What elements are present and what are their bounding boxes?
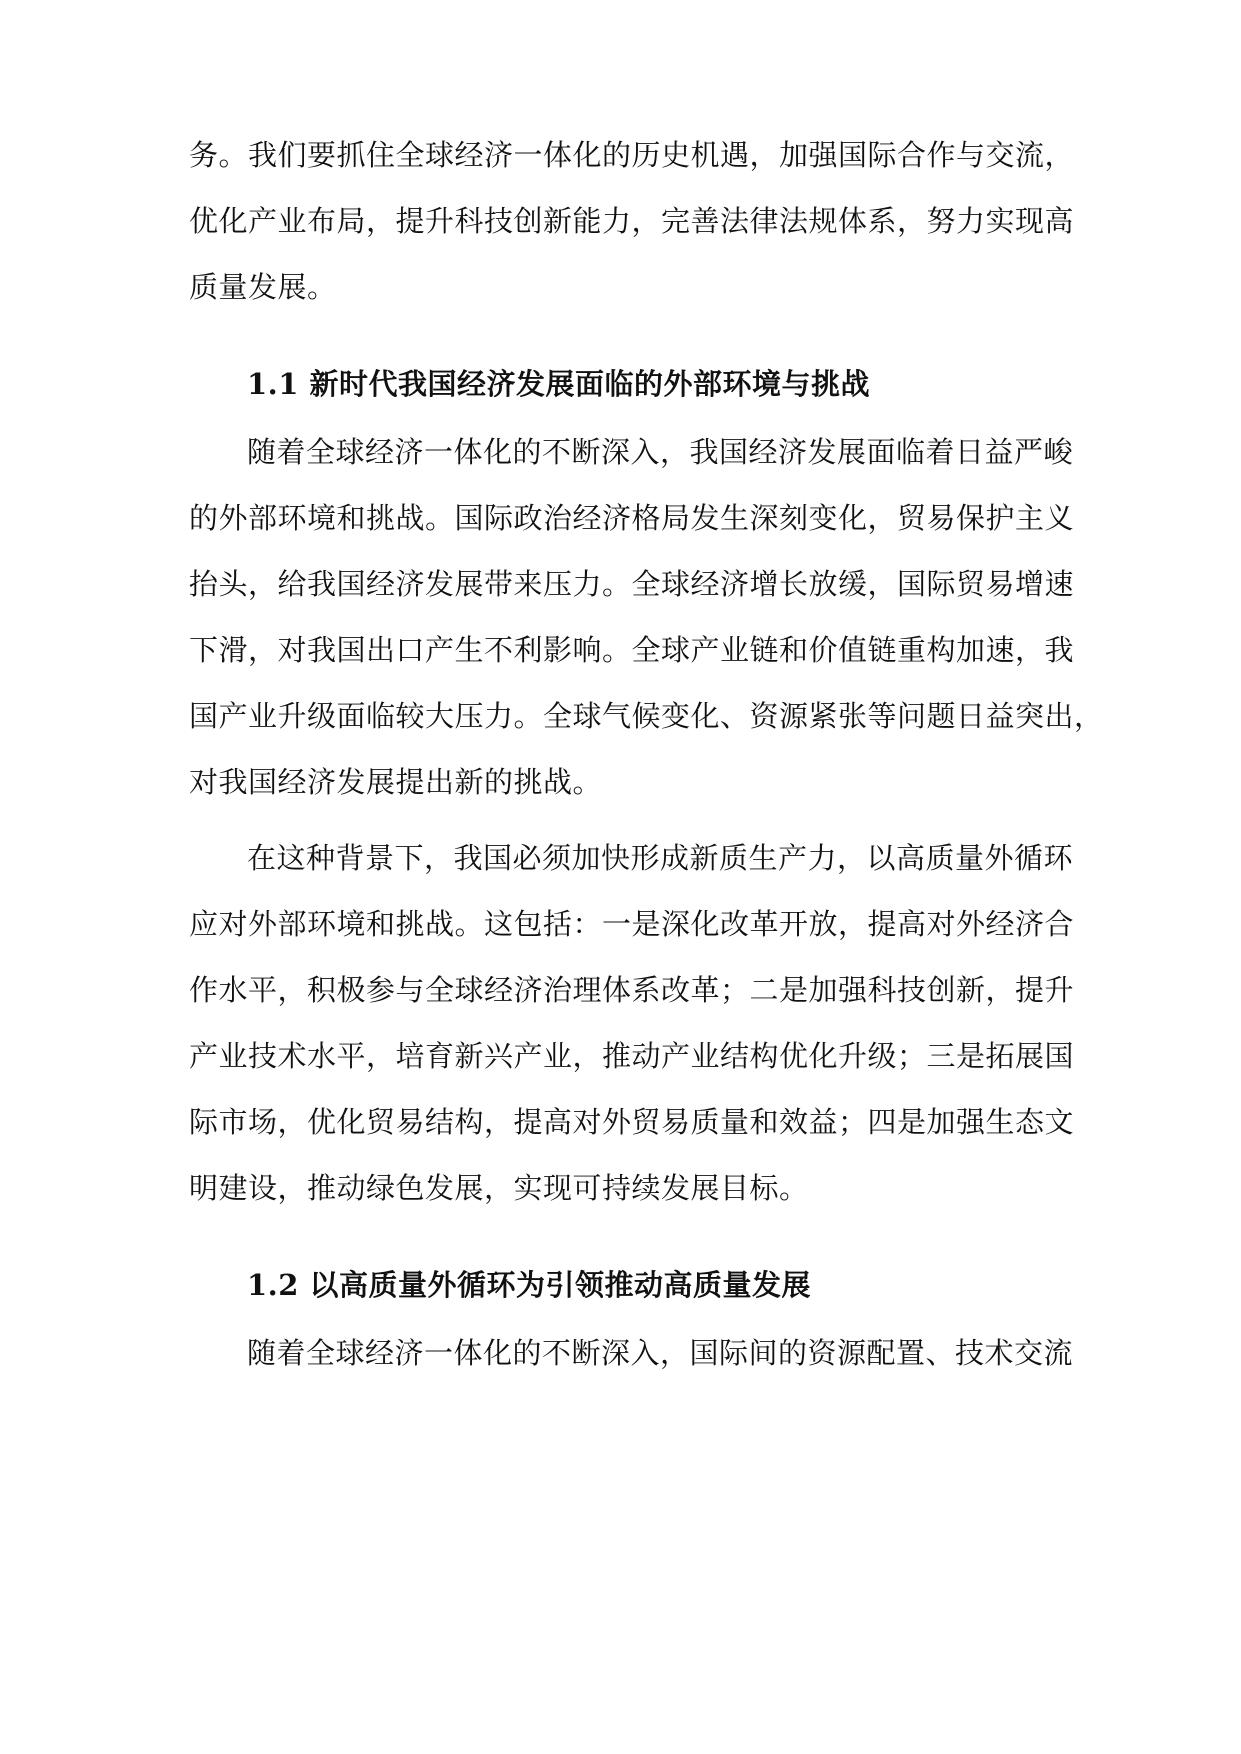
paragraph-line: 务。我们要抓住全球经济一体化的历史机遇，加强国际合作与交流， <box>189 138 1075 172</box>
paragraph-line: 际市场，优化贸易结构，提高对外贸易质量和效益；四是加强生态文 <box>189 1105 1075 1139</box>
paragraph-line: 在这种背景下，我国必须加快形成新质生产力，以高质量外循环 <box>247 841 1074 875</box>
paragraph-line: 作水平，积极参与全球经济治理体系改革；二是加强科技创新，提升 <box>189 973 1075 1007</box>
paragraph-line: 明建设，推动绿色发展，实现可持续发展目标。 <box>189 1171 809 1205</box>
paragraph-line: 优化产业布局，提升科技创新能力，完善法律法规体系，努力实现高 <box>189 204 1075 238</box>
paragraph-line: 随着全球经济一体化的不断深入，国际间的资源配置、技术交流 <box>247 1336 1074 1370</box>
section-heading-1-1: 1.1 新时代我国经济发展面临的外部环境与挑战 <box>247 367 871 401</box>
paragraph-line: 对我国经济发展提出新的挑战。 <box>189 765 603 799</box>
paragraph-line: 抬头，给我国经济发展带来压力。全球经济增长放缓，国际贸易增速 <box>189 567 1075 601</box>
paragraph-line: 下滑，对我国出口产生不利影响。全球产业链和价值链重构加速，我 <box>189 633 1075 667</box>
paragraph-line: 质量发展。 <box>189 270 337 304</box>
paragraph-line: 的外部环境和挑战。国际政治经济格局发生深刻变化，贸易保护主义 <box>189 501 1075 535</box>
paragraph-line: 随着全球经济一体化的不断深入，我国经济发展面临着日益严峻 <box>247 435 1074 469</box>
paragraph-line: 国产业升级面临较大压力。全球气候变化、资源紧张等问题日益突出， <box>189 699 1104 733</box>
section-heading-1-2: 1.2 以高质量外循环为引领推动高质量发展 <box>247 1268 812 1302</box>
paragraph-line: 应对外部环境和挑战。这包括：一是深化改革开放，提高对外经济合 <box>189 907 1075 941</box>
paragraph-line: 产业技术水平，培育新兴产业，推动产业结构优化升级；三是拓展国 <box>189 1039 1075 1073</box>
